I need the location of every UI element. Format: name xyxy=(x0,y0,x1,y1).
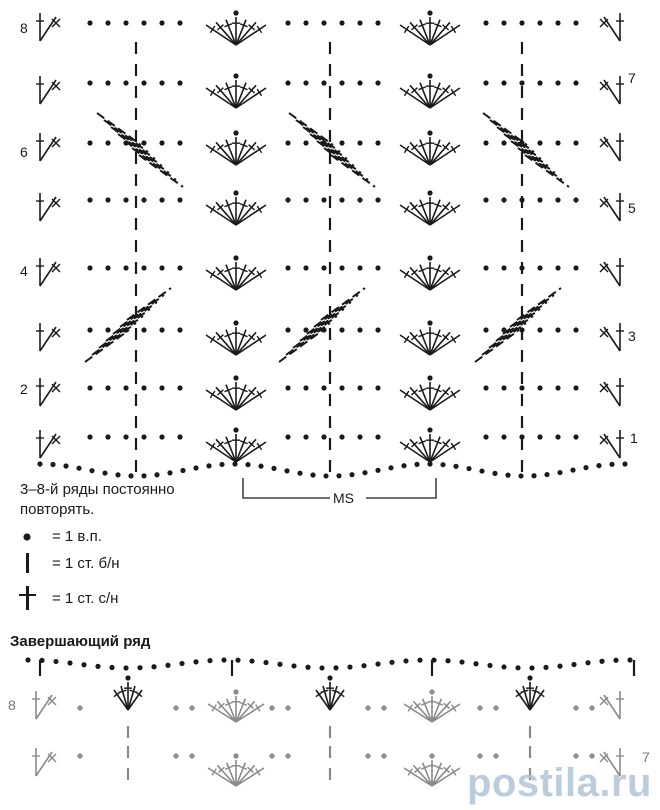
row-4-shell-1 xyxy=(400,255,460,290)
row-2-shell-1 xyxy=(400,375,460,410)
diamond-block-a xyxy=(97,113,183,187)
row-number-4: 4 xyxy=(20,263,28,279)
row-3-shell-1 xyxy=(400,320,460,355)
final-row-grey-shell-low-0 xyxy=(208,753,264,786)
repeat-note: 3–8-й ряды постоянно повторять. xyxy=(20,481,175,518)
row-1-edge-right xyxy=(600,430,624,458)
final-row-shell-0 xyxy=(114,675,142,710)
row-4-edge-left xyxy=(36,258,60,286)
row-7-edge-left xyxy=(36,76,60,104)
row-6-edge-right xyxy=(600,133,624,161)
final-row-number-8: 8 xyxy=(8,697,16,713)
diamond-block-f xyxy=(475,288,561,362)
row-4-edge-right xyxy=(600,258,624,286)
row-number-2: 2 xyxy=(20,381,28,397)
row-1-edge-left xyxy=(36,430,60,458)
foundation-chain xyxy=(37,461,627,478)
diamond-block-c xyxy=(483,113,569,187)
main-stitch-chart xyxy=(36,10,628,478)
row-8-shell-1 xyxy=(400,10,460,45)
final-row-shell-1 xyxy=(316,675,344,710)
final-row-grey-shell-low-1 xyxy=(404,753,460,786)
final-row-grey-shell-0 xyxy=(208,689,264,722)
row-number-1: 1 xyxy=(630,430,638,446)
row-7-shell-0 xyxy=(206,73,266,108)
legend-double-crochet-icon xyxy=(19,586,36,610)
final-row-shell-2 xyxy=(516,675,544,710)
final-row-edge-left-8 xyxy=(32,691,56,719)
row-7-shell-1 xyxy=(400,73,460,108)
watermark-logo: postila.ru xyxy=(466,761,652,805)
row-6-edge-left xyxy=(36,133,60,161)
legend-chain-dot-icon xyxy=(23,533,30,540)
row-number-6: 6 xyxy=(20,144,28,160)
diamond-block-d xyxy=(85,288,171,362)
final-row-grey-shell-1 xyxy=(404,689,460,722)
row-8-edge-left xyxy=(36,13,60,41)
legend-single-crochet-text: = 1 ст. б/н xyxy=(52,555,120,572)
row-5-shell-0 xyxy=(206,190,266,225)
row-3-edge-left xyxy=(36,323,60,351)
row-3-shell-0 xyxy=(206,320,266,355)
row-number-5: 5 xyxy=(628,200,636,216)
final-row-top-chain xyxy=(25,657,634,676)
final-row-title: Завершающий ряд xyxy=(10,633,151,650)
legend-double-crochet-text: = 1 ст. с/н xyxy=(52,590,119,607)
row-1-shell-0 xyxy=(206,427,266,462)
final-row-number-7: 7 xyxy=(642,749,650,765)
row-number-7: 7 xyxy=(628,70,636,86)
row-7-edge-right xyxy=(600,76,624,104)
row-number-3: 3 xyxy=(628,328,636,344)
row-6-shell-0 xyxy=(206,130,266,165)
row-number-8: 8 xyxy=(20,20,28,36)
diamond-block-b xyxy=(289,113,375,187)
row-4-shell-0 xyxy=(206,255,266,290)
row-6-shell-1 xyxy=(400,130,460,165)
legend-chain-text: = 1 в.п. xyxy=(52,528,102,545)
diamond-block-e xyxy=(279,288,365,362)
final-row-edge-right-8 xyxy=(600,691,624,719)
row-5-edge-left xyxy=(36,193,60,221)
final-row-edge-left-7 xyxy=(32,748,56,776)
row-3-edge-right xyxy=(600,323,624,351)
row-5-shell-1 xyxy=(400,190,460,225)
repeat-bracket xyxy=(243,478,436,506)
row-2-shell-0 xyxy=(206,375,266,410)
row-2-edge-left xyxy=(36,378,60,406)
row-5-edge-right xyxy=(600,193,624,221)
row-1-shell-1 xyxy=(400,427,460,462)
legend-single-crochet-bar-icon xyxy=(26,553,29,573)
repeat-label: MS xyxy=(333,490,354,506)
row-2-edge-right xyxy=(600,378,624,406)
row-8-shell-0 xyxy=(206,10,266,45)
row-8-edge-right xyxy=(600,13,624,41)
